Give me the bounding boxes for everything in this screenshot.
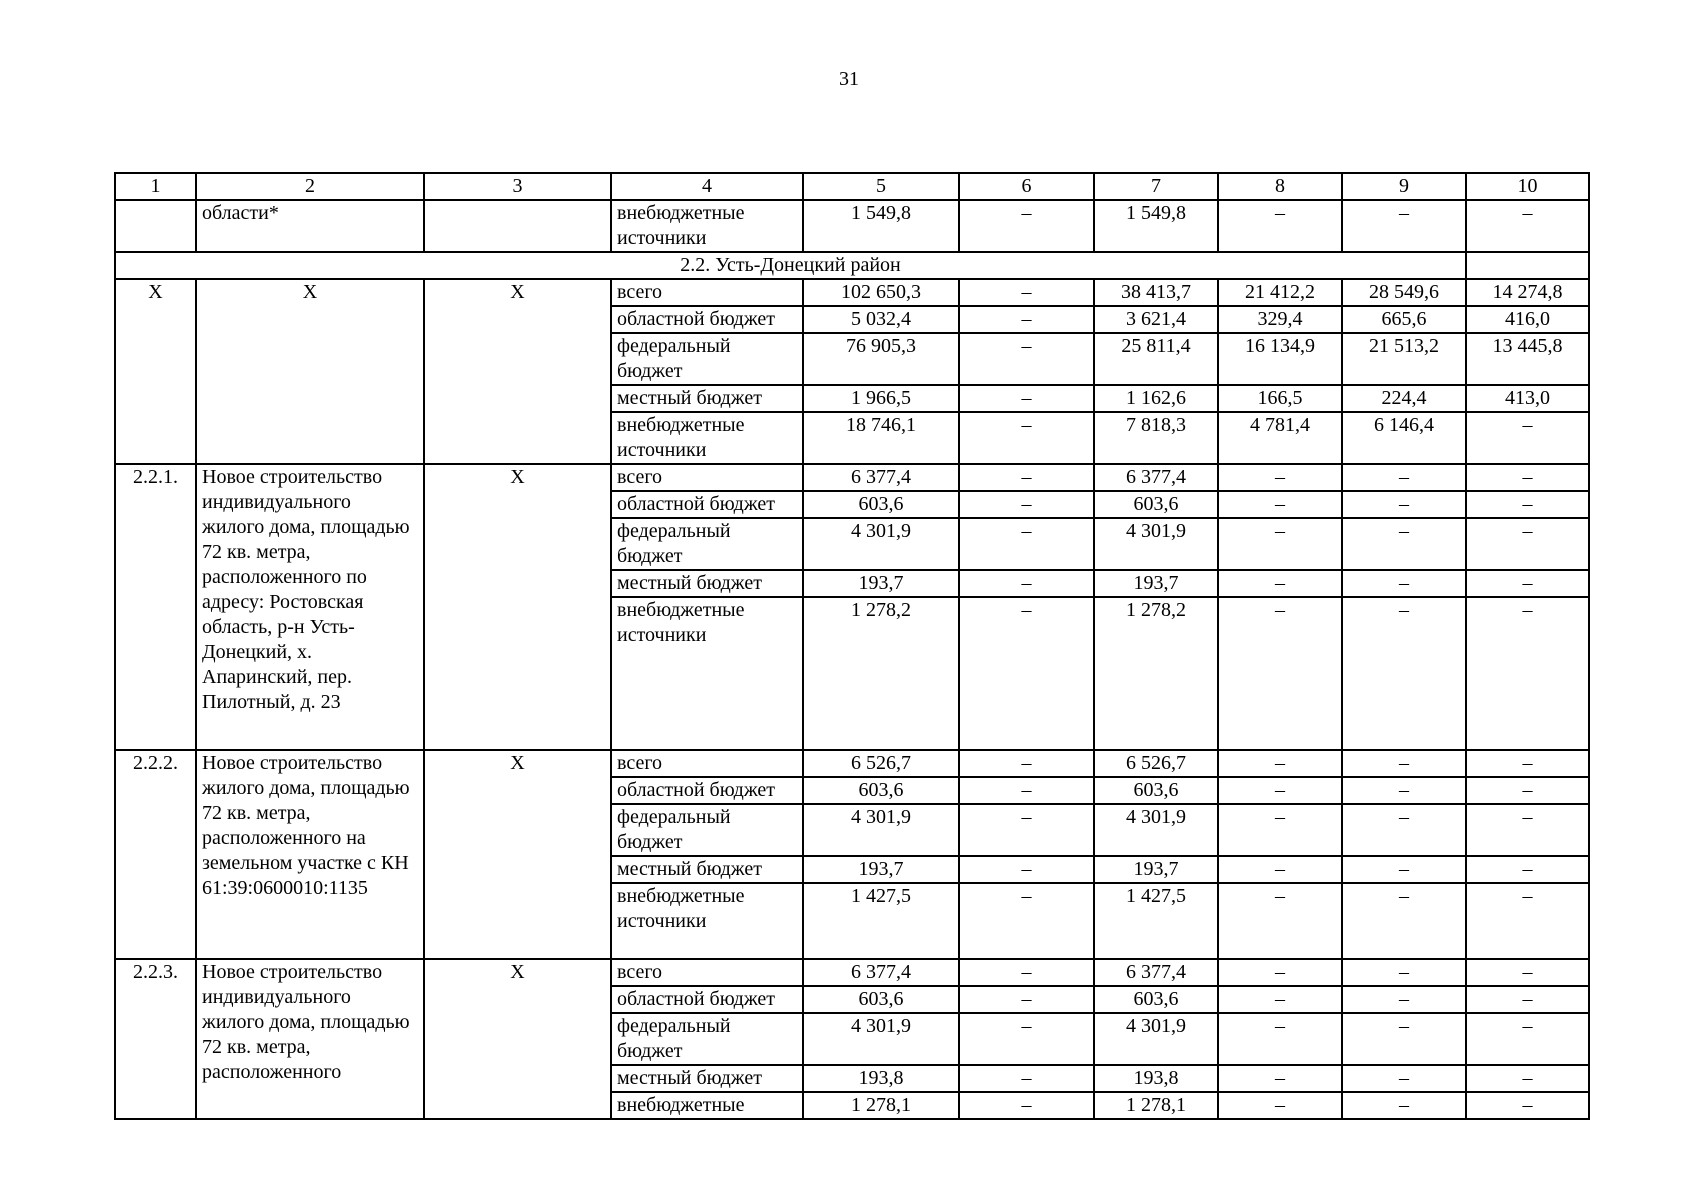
section-row xyxy=(115,252,1589,279)
value-cell: – xyxy=(1218,804,1342,856)
cell xyxy=(1466,252,1589,279)
value-cell: 4 301,9 xyxy=(803,1013,959,1065)
value-cell: 1 278,2 xyxy=(803,597,959,750)
value-cell: 13 445,8 xyxy=(1466,333,1589,385)
row-marker: Х xyxy=(424,279,611,464)
table-row xyxy=(115,200,1589,252)
object-name: области* xyxy=(196,200,424,252)
value-cell: 416,0 xyxy=(1466,306,1589,333)
value-cell: – xyxy=(1466,464,1589,491)
value-cell: 14 274,8 xyxy=(1466,279,1589,306)
value-cell: – xyxy=(1342,986,1466,1013)
value-cell: – xyxy=(1218,856,1342,883)
value-cell: 1 278,2 xyxy=(1094,597,1218,750)
value-cell: 603,6 xyxy=(803,777,959,804)
funding-source: всего xyxy=(611,959,803,986)
table-row xyxy=(115,750,1589,777)
value-cell: 193,7 xyxy=(1094,856,1218,883)
row-marker: Х xyxy=(424,464,611,750)
funding-source: местный бюджет xyxy=(611,385,803,412)
value-cell: 21 412,2 xyxy=(1218,279,1342,306)
value-cell: 603,6 xyxy=(803,491,959,518)
value-cell: – xyxy=(959,750,1094,777)
value-cell: 6 377,4 xyxy=(1094,464,1218,491)
value-cell: – xyxy=(1218,464,1342,491)
value-cell: – xyxy=(1342,1092,1466,1119)
value-cell: – xyxy=(1342,518,1466,570)
value-cell: – xyxy=(959,200,1094,252)
value-cell: – xyxy=(1466,986,1589,1013)
section-title: 2.2. Усть-Донецкий район xyxy=(115,252,1466,279)
value-cell: – xyxy=(1466,804,1589,856)
col-num-1: 1 xyxy=(115,173,196,200)
object-description: Новое строительство жилого дома, площадью 72 кв. метра, расположенного на земельном участке с КН 61:39:0600010:1135 xyxy=(196,750,424,959)
value-cell: – xyxy=(1342,570,1466,597)
col-num-4: 4 xyxy=(611,173,803,200)
cell xyxy=(115,200,196,252)
value-cell: 1 162,6 xyxy=(1094,385,1218,412)
value-cell: 193,7 xyxy=(803,570,959,597)
funding-source: федеральный бюджет xyxy=(611,1013,803,1065)
value-cell: – xyxy=(1218,518,1342,570)
value-cell: 6 146,4 xyxy=(1342,412,1466,464)
value-cell: – xyxy=(1218,1092,1342,1119)
value-cell: – xyxy=(1218,1013,1342,1065)
value-cell: – xyxy=(959,1092,1094,1119)
value-cell: 6 526,7 xyxy=(803,750,959,777)
cell xyxy=(424,200,611,252)
value-cell: – xyxy=(959,518,1094,570)
value-cell: – xyxy=(1218,570,1342,597)
value-cell: – xyxy=(959,1065,1094,1092)
funding-source: внебюджетные источники xyxy=(611,597,803,750)
value-cell: – xyxy=(959,777,1094,804)
value-cell: 603,6 xyxy=(1094,491,1218,518)
object-description: Новое строительство индивидуального жилого дома, площадью 72 кв. метра, расположенного по адресу: Ростовская область, р-н Усть-Донецкий, х. Апаринский, пер. Пилотный, д. 23 xyxy=(196,464,424,750)
col-num-6: 6 xyxy=(959,173,1094,200)
value-cell: 3 621,4 xyxy=(1094,306,1218,333)
value-cell: 329,4 xyxy=(1218,306,1342,333)
value-cell: – xyxy=(959,1013,1094,1065)
col-num-10: 10 xyxy=(1466,173,1589,200)
value-cell: 4 301,9 xyxy=(1094,804,1218,856)
value-cell: – xyxy=(959,986,1094,1013)
value-cell: – xyxy=(1342,959,1466,986)
value-cell: 193,8 xyxy=(1094,1065,1218,1092)
value-cell: 7 818,3 xyxy=(1094,412,1218,464)
row-marker: Х xyxy=(115,279,196,464)
value-cell: – xyxy=(1342,1013,1466,1065)
value-cell: 193,7 xyxy=(803,856,959,883)
funding-source: внебюджетные источники xyxy=(611,883,803,959)
col-num-9: 9 xyxy=(1342,173,1466,200)
funding-source: местный бюджет xyxy=(611,1065,803,1092)
value-cell: – xyxy=(1218,200,1342,252)
item-number: 2.2.2. xyxy=(115,750,196,959)
funding-source: областной бюджет xyxy=(611,986,803,1013)
funding-source: областной бюджет xyxy=(611,777,803,804)
value-cell: – xyxy=(959,570,1094,597)
row-marker: Х xyxy=(196,279,424,464)
header-row xyxy=(115,173,1589,200)
funding-source: внебюджетные xyxy=(611,1092,803,1119)
value-cell: – xyxy=(959,856,1094,883)
value-cell: 4 781,4 xyxy=(1218,412,1342,464)
value-cell: – xyxy=(1342,777,1466,804)
value-cell: – xyxy=(959,279,1094,306)
value-cell: 166,5 xyxy=(1218,385,1342,412)
item-number: 2.2.1. xyxy=(115,464,196,750)
value-cell: – xyxy=(1342,1065,1466,1092)
value-cell: – xyxy=(1466,959,1589,986)
value-cell: – xyxy=(959,385,1094,412)
value-cell: 603,6 xyxy=(803,986,959,1013)
value-cell: – xyxy=(1466,750,1589,777)
value-cell: – xyxy=(1342,464,1466,491)
value-cell: 4 301,9 xyxy=(803,804,959,856)
value-cell: – xyxy=(1218,491,1342,518)
funding-source: всего xyxy=(611,464,803,491)
value-cell: – xyxy=(1218,1065,1342,1092)
value-cell: – xyxy=(1466,491,1589,518)
value-cell: 1 278,1 xyxy=(1094,1092,1218,1119)
value-cell: 1 278,1 xyxy=(803,1092,959,1119)
value-cell: – xyxy=(959,491,1094,518)
value-cell: – xyxy=(1466,412,1589,464)
value-cell: 1 966,5 xyxy=(803,385,959,412)
value-cell: – xyxy=(1342,883,1466,959)
value-cell: – xyxy=(1342,856,1466,883)
value-cell: – xyxy=(1466,1013,1589,1065)
table-row xyxy=(115,959,1589,986)
value-cell: – xyxy=(1466,1092,1589,1119)
table-row xyxy=(115,279,1589,306)
value-cell: – xyxy=(959,333,1094,385)
value-cell: 102 650,3 xyxy=(803,279,959,306)
value-cell: 413,0 xyxy=(1466,385,1589,412)
funding-source: местный бюджет xyxy=(611,570,803,597)
value-cell: – xyxy=(1466,570,1589,597)
value-cell: – xyxy=(959,306,1094,333)
value-cell: 18 746,1 xyxy=(803,412,959,464)
value-cell: 4 301,9 xyxy=(1094,518,1218,570)
value-cell: – xyxy=(1218,986,1342,1013)
funding-source: областной бюджет xyxy=(611,491,803,518)
value-cell: – xyxy=(1466,883,1589,959)
value-cell: 193,7 xyxy=(1094,570,1218,597)
funding-source: федеральный бюджет xyxy=(611,804,803,856)
value-cell: 6 377,4 xyxy=(1094,959,1218,986)
value-cell: 4 301,9 xyxy=(1094,1013,1218,1065)
funding-source: всего xyxy=(611,279,803,306)
value-cell: – xyxy=(1218,883,1342,959)
value-cell: – xyxy=(1218,597,1342,750)
value-cell: 224,4 xyxy=(1342,385,1466,412)
funding-source: федеральный бюджет xyxy=(611,518,803,570)
value-cell: – xyxy=(1342,804,1466,856)
value-cell: 76 905,3 xyxy=(803,333,959,385)
row-marker: Х xyxy=(424,750,611,959)
value-cell: 5 032,4 xyxy=(803,306,959,333)
value-cell: – xyxy=(959,412,1094,464)
col-num-2: 2 xyxy=(196,173,424,200)
value-cell: 21 513,2 xyxy=(1342,333,1466,385)
budget-table xyxy=(114,172,1590,1120)
value-cell: 6 377,4 xyxy=(803,959,959,986)
value-cell: – xyxy=(1466,1065,1589,1092)
funding-source: областной бюджет xyxy=(611,306,803,333)
value-cell: – xyxy=(1342,491,1466,518)
funding-source: внебюджетные источники xyxy=(611,200,803,252)
value-cell: 1 549,8 xyxy=(803,200,959,252)
col-num-7: 7 xyxy=(1094,173,1218,200)
value-cell: 28 549,6 xyxy=(1342,279,1466,306)
value-cell: – xyxy=(1466,200,1589,252)
value-cell: – xyxy=(959,883,1094,959)
funding-source: местный бюджет xyxy=(611,856,803,883)
value-cell: – xyxy=(1466,856,1589,883)
value-cell: – xyxy=(959,597,1094,750)
value-cell: – xyxy=(1466,597,1589,750)
funding-source: всего xyxy=(611,750,803,777)
value-cell: 665,6 xyxy=(1342,306,1466,333)
object-description: Новое строительство индивидуального жилого дома, площадью 72 кв. метра, расположенного xyxy=(196,959,424,1119)
value-cell: 38 413,7 xyxy=(1094,279,1218,306)
item-number: 2.2.3. xyxy=(115,959,196,1119)
value-cell: 603,6 xyxy=(1094,986,1218,1013)
page-number: 31 xyxy=(839,68,859,90)
funding-source: федеральный бюджет xyxy=(611,333,803,385)
value-cell: 4 301,9 xyxy=(803,518,959,570)
value-cell: 1 427,5 xyxy=(803,883,959,959)
value-cell: 193,8 xyxy=(803,1065,959,1092)
value-cell: – xyxy=(959,464,1094,491)
value-cell: – xyxy=(959,959,1094,986)
value-cell: 25 811,4 xyxy=(1094,333,1218,385)
value-cell: – xyxy=(1218,777,1342,804)
table-row xyxy=(115,464,1589,491)
value-cell: – xyxy=(1218,750,1342,777)
value-cell: – xyxy=(1342,597,1466,750)
funding-source: внебюджетные источники xyxy=(611,412,803,464)
value-cell: 6 377,4 xyxy=(803,464,959,491)
row-marker: Х xyxy=(424,959,611,1119)
value-cell: 603,6 xyxy=(1094,777,1218,804)
value-cell: 1 427,5 xyxy=(1094,883,1218,959)
value-cell: – xyxy=(1466,518,1589,570)
col-num-5: 5 xyxy=(803,173,959,200)
value-cell: – xyxy=(1342,200,1466,252)
col-num-3: 3 xyxy=(424,173,611,200)
col-num-8: 8 xyxy=(1218,173,1342,200)
value-cell: – xyxy=(959,804,1094,856)
value-cell: – xyxy=(1466,777,1589,804)
value-cell: – xyxy=(1218,959,1342,986)
value-cell: 16 134,9 xyxy=(1218,333,1342,385)
value-cell: 6 526,7 xyxy=(1094,750,1218,777)
value-cell: 1 549,8 xyxy=(1094,200,1218,252)
value-cell: – xyxy=(1342,750,1466,777)
